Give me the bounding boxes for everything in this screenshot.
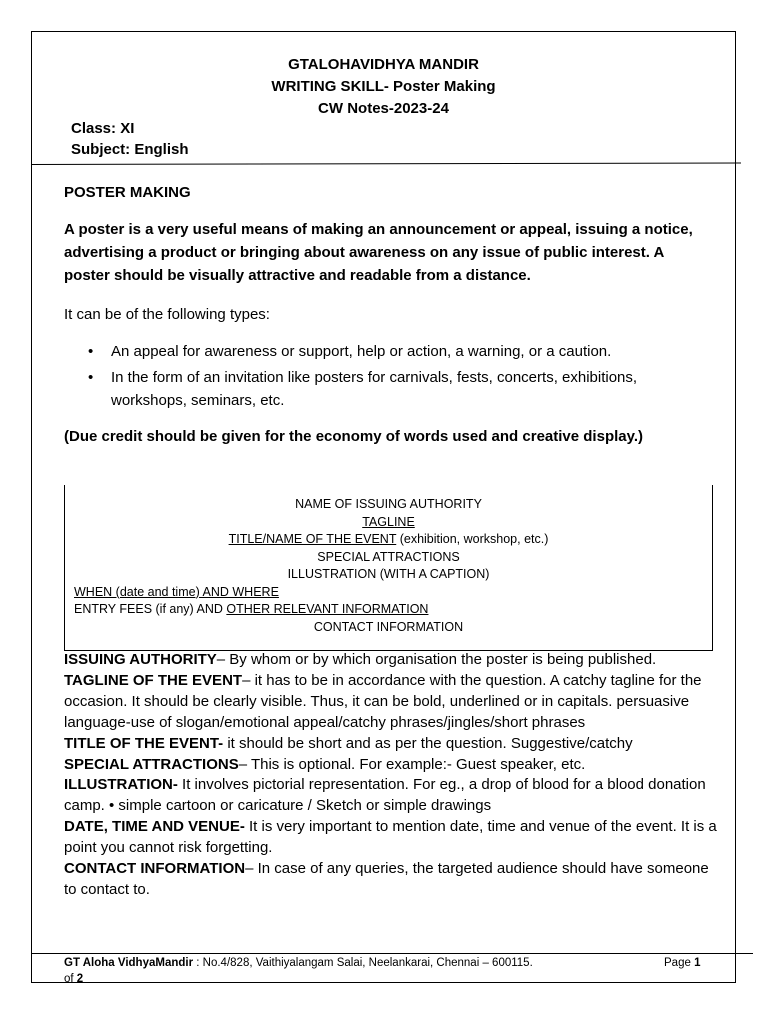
explanation-item: TAGLINE OF THE EVENT– it has to be in accordance with the question. A catchy tagline for the occasion. It should be clearly visible. Thus, it can be bold, underlined or in capitals. persuasive language-use of slogan/emotional appeal/catchy phrases/jingles/short phrases bbox=[64, 671, 702, 731]
section-heading: POSTER MAKING bbox=[64, 184, 191, 201]
format-authority: NAME OF ISSUING AUTHORITY bbox=[295, 497, 482, 511]
format-explanations bbox=[64, 650, 724, 901]
footer-divider bbox=[31, 953, 753, 954]
definition-paragraph: A poster is a very useful means of making an announcement or appeal, issuing a notice, advertising a product or bringing about awareness on any issue of public interest. A poster should be visually attractive and readable from a distance. bbox=[64, 221, 693, 284]
format-contact: CONTACT INFORMATION bbox=[313, 619, 464, 634]
poster-format-box bbox=[64, 485, 713, 651]
explanation-item: DATE, TIME AND VENUE- It is very important to mention date, time and venue of the event. It is a point you cannot risk forgetting. bbox=[64, 818, 717, 857]
subject-label: Subject: English bbox=[71, 141, 189, 158]
types-list bbox=[64, 340, 714, 415]
explanation-item: CONTACT INFORMATION– In case of any queries, the targeted audience should have someone to contact to. bbox=[64, 860, 709, 898]
bullet-icon: • bbox=[88, 343, 94, 360]
class-label: Class: XI bbox=[71, 120, 135, 137]
footer bbox=[64, 955, 714, 987]
explanation-item: SPECIAL ATTRACTIONS– This is optional. For example:- Guest speaker, etc. bbox=[64, 755, 586, 773]
list-item: • In the form of an invitation like posters for carnivals, fests, concerts, exhibitions, workshops, seminars, etc. bbox=[64, 366, 714, 413]
format-attractions: SPECIAL ATTRACTIONS bbox=[317, 549, 460, 564]
school-name: GTALOHAVIDHYA MANDIR bbox=[288, 56, 479, 73]
credit-note: (Due credit should be given for the economy of words used and creative display.) bbox=[64, 428, 644, 445]
explanation-item: ILLUSTRATION- It involves pictorial representation. For eg., a drop of blood for a blood donation camp. • simple cartoon or caricature / Sketch or simple drawings bbox=[64, 776, 706, 815]
skill-title: WRITING SKILL- Poster Making bbox=[271, 78, 496, 95]
page-number: Page 1 bbox=[664, 957, 701, 969]
types-lead: It can be of the following types: bbox=[64, 306, 270, 323]
explanation-item: TITLE OF THE EVENT- it should be short and as per the question. Suggestive/catchy bbox=[64, 734, 633, 752]
format-illustration: ILLUSTRATION (WITH A CAPTION) bbox=[287, 567, 490, 581]
bullet-icon: • bbox=[88, 368, 94, 386]
explanation-item: ISSUING AUTHORITY– By whom or by which organisation the poster is being published. bbox=[64, 651, 657, 668]
footer-page-total: of 2 bbox=[64, 973, 84, 985]
list-item: • An appeal for awareness or support, help or action, a warning, or a caution. bbox=[64, 340, 714, 364]
format-tagline: TAGLINE bbox=[362, 514, 415, 529]
footer-address: GT Aloha VidhyaMandir : No.4/828, Vaithiyalangam Salai, Neelankarai, Chennai – 600115. bbox=[64, 957, 533, 969]
format-when-where: WHEN (date and time) AND WHERE bbox=[74, 584, 279, 599]
notes-title: CW Notes-2023-24 bbox=[318, 100, 449, 117]
format-title: TITLE/NAME OF THE EVENT (exhibition, workshop, etc.) bbox=[228, 532, 549, 546]
format-fees: ENTRY FEES (if any) AND OTHER RELEVANT INFORMATION bbox=[74, 602, 429, 616]
